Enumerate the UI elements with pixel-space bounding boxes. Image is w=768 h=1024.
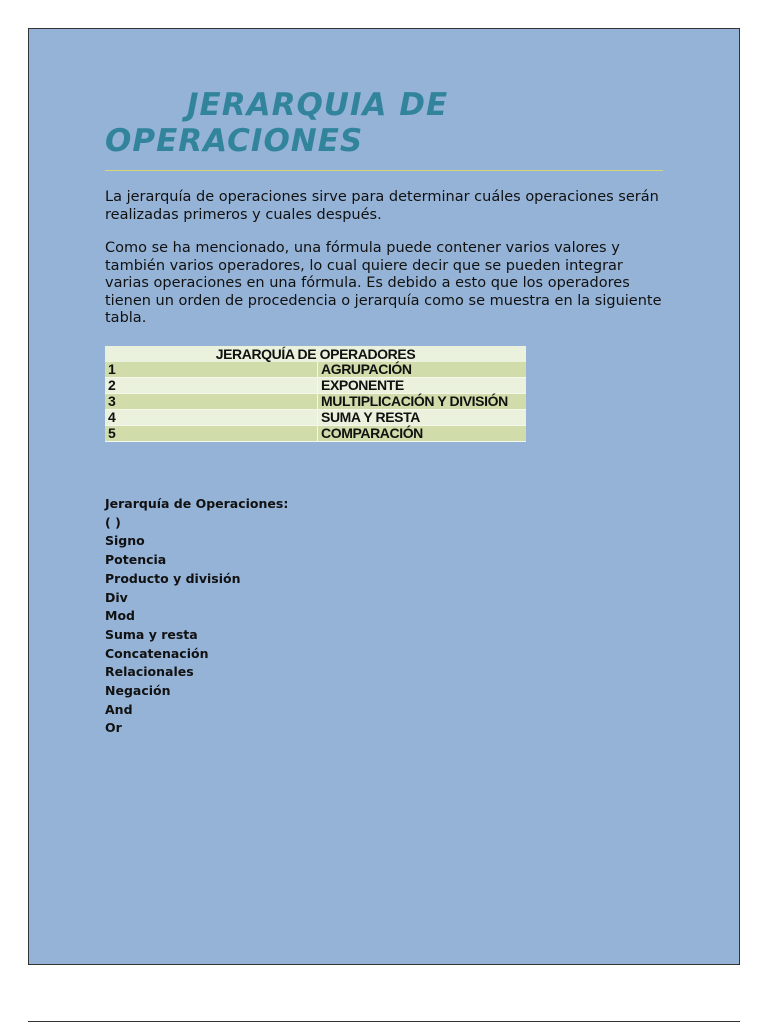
row-operator: SUMA Y RESTA — [318, 410, 527, 426]
list-item: And — [105, 701, 133, 717]
title-divider — [105, 170, 663, 171]
operations-list — [105, 495, 288, 738]
list-item: Suma y resta — [105, 626, 198, 642]
description-paragraph: Como se ha mencionado, una fórmula puede contener varios valores y también varios operadores, lo cual quiere decir que se pueden integrar varias operaciones en una fórmula. Es debido a esto que los operadores tienen un orden de procedencia o jerarquía como se muestra en la siguiente tabla. — [105, 240, 662, 327]
document-page — [28, 28, 740, 965]
row-number: 1 — [105, 362, 318, 378]
operator-hierarchy-table — [105, 346, 526, 442]
list-heading: Jerarquía de Operaciones: — [105, 496, 289, 511]
list-item: Or — [105, 720, 122, 736]
page-title — [105, 87, 665, 159]
list-item: Concatenación — [105, 645, 209, 661]
list-item: Producto y división — [105, 570, 241, 586]
next-page-edge — [28, 1021, 740, 1022]
table-row — [105, 394, 526, 410]
row-number: 3 — [105, 394, 318, 410]
list-item: Negación — [105, 683, 171, 699]
intro-paragraph: La jerarquía de operaciones sirve para determinar cuáles operaciones serán realizadas primeros y cuales después. — [105, 189, 659, 223]
row-number: 2 — [105, 378, 318, 394]
row-number: 5 — [105, 426, 318, 442]
row-operator: COMPARACIÓN — [318, 426, 527, 442]
table-row — [105, 362, 526, 378]
list-item: Div — [105, 589, 128, 605]
list-item: Signo — [105, 533, 145, 549]
table-row — [105, 410, 526, 426]
list-item: Relacionales — [105, 664, 194, 680]
table-row — [105, 378, 526, 394]
row-operator: MULTIPLICACIÓN Y DIVISIÓN — [318, 394, 527, 410]
table-header: JERARQUÍA DE OPERADORES — [105, 346, 526, 362]
row-operator: AGRUPACIÓN — [318, 362, 527, 378]
list-item: Potencia — [105, 552, 167, 568]
row-number: 4 — [105, 410, 318, 426]
row-operator: EXPONENTE — [318, 378, 527, 394]
table-row — [105, 426, 526, 442]
list-item: ( ) — [105, 514, 121, 530]
title-line-1: JERARQUIA DE — [187, 87, 449, 123]
title-line-2: OPERACIONES — [105, 123, 364, 159]
list-item: Mod — [105, 608, 135, 624]
